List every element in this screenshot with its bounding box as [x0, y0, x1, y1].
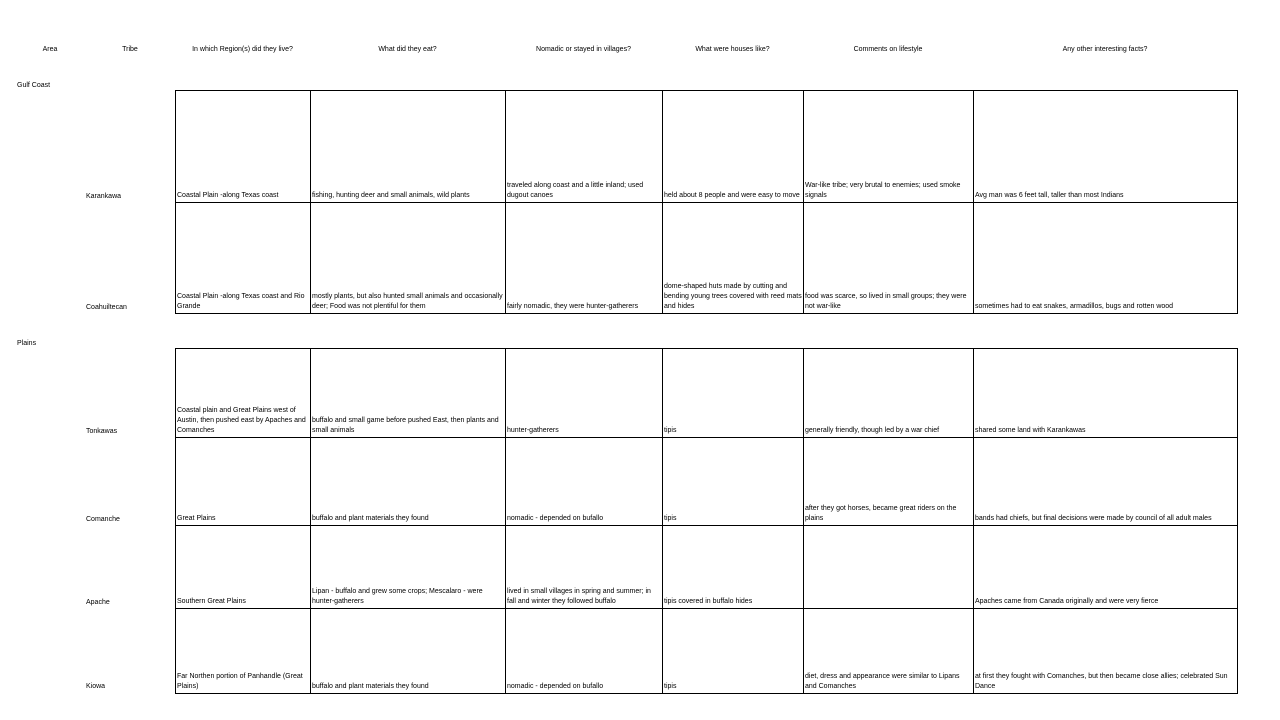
- cell-houses: tipis covered in buffalo hides: [663, 526, 804, 609]
- table-row: [176, 526, 1238, 609]
- cell-food: Lipan - buffalo and grew some crops; Mescalaro - were hunter-gatherers: [311, 526, 506, 609]
- cell-food: mostly plants, but also hunted small animals and occasionally deer; Food was not plentiful for them: [311, 203, 506, 314]
- cell-lifestyle: War-like tribe; very brutal to enemies; used smoke signals: [804, 91, 974, 203]
- cell-region: Coastal Plain -along Texas coast: [176, 91, 311, 203]
- cell-facts: Avg man was 6 feet tall, taller than most Indians: [974, 91, 1238, 203]
- area-label-plains: Plains: [17, 340, 37, 347]
- table-row: [176, 438, 1238, 526]
- cell-lifestyle: after they got horses, became great riders on the plains: [804, 438, 974, 526]
- area-label-gulf-coast: Gulf Coast: [17, 82, 51, 89]
- cell-nomadic: lived in small villages in spring and summer; in fall and winter they followed buffalo: [506, 526, 663, 609]
- tribe-name-coahuiltecan: Coahuiltecan: [86, 304, 127, 311]
- cell-lifestyle: food was scarce, so lived in small groups; they were not war-like: [804, 203, 974, 314]
- cell-facts: at first they fought with Comanches, but then became close allies; celebrated Sun Dance: [974, 609, 1238, 694]
- cell-food: buffalo and plant materials they found: [311, 438, 506, 526]
- header-facts: Any other interesting facts?: [1062, 46, 1148, 53]
- table-row: [176, 349, 1238, 438]
- cell-food: buffalo and small game before pushed East, then plants and small animals: [311, 349, 506, 438]
- header-food: What did they eat?: [378, 46, 437, 53]
- cell-houses: tipis: [663, 438, 804, 526]
- cell-region: Far Northen portion of Panhandle (Great Plains): [176, 609, 311, 694]
- header-region: In which Region(s) did they live?: [192, 46, 293, 53]
- cell-facts: bands had chiefs, but final decisions were made by council of all adult males: [974, 438, 1238, 526]
- cell-nomadic: nomadic - depended on bufallo: [506, 438, 663, 526]
- tribe-name-karankawa: Karankawa: [86, 193, 122, 200]
- cell-nomadic: nomadic - depended on bufallo: [506, 609, 663, 694]
- cell-houses: dome-shaped huts made by cutting and bending young trees covered with reed mats and hides: [663, 203, 804, 314]
- cell-facts: sometimes had to eat snakes, armadillos, bugs and rotten wood: [974, 203, 1238, 314]
- table-row: [176, 91, 1238, 203]
- table-row: [176, 203, 1238, 314]
- cell-houses: held about 8 people and were easy to move: [663, 91, 804, 203]
- cell-lifestyle: generally friendly, though led by a war chief: [804, 349, 974, 438]
- cell-nomadic: hunter-gatherers: [506, 349, 663, 438]
- table-row: [176, 609, 1238, 694]
- cell-nomadic: traveled along coast and a little inland; used dugout canoes: [506, 91, 663, 203]
- tribe-name-apache: Apache: [86, 599, 110, 606]
- plains-table: [175, 348, 1238, 694]
- cell-lifestyle: [804, 526, 974, 609]
- cell-houses: tipis: [663, 609, 804, 694]
- cell-region: Southern Great Plains: [176, 526, 311, 609]
- cell-region: Great Plains: [176, 438, 311, 526]
- cell-nomadic: fairly nomadic, they were hunter-gatherers: [506, 203, 663, 314]
- cell-lifestyle: diet, dress and appearance were similar to Lipans and Comanches: [804, 609, 974, 694]
- cell-facts: Apaches came from Canada originally and were very fierce: [974, 526, 1238, 609]
- header-lifestyle: Comments on lifestyle: [853, 46, 923, 53]
- header-area: Area: [42, 46, 58, 53]
- header-houses: What were houses like?: [695, 46, 770, 53]
- cell-houses: tipis: [663, 349, 804, 438]
- gulf-coast-table: [175, 90, 1238, 314]
- tribe-name-kiowa: Kiowa: [86, 683, 106, 690]
- tribe-name-tonkawas: Tonkawas: [86, 428, 118, 435]
- cell-food: fishing, hunting deer and small animals, wild plants: [311, 91, 506, 203]
- cell-region: Coastal Plain -along Texas coast and Rio Grande: [176, 203, 311, 314]
- tribe-name-comanche: Comanche: [86, 516, 120, 523]
- cell-food: buffalo and plant materials they found: [311, 609, 506, 694]
- header-tribe: Tribe: [122, 46, 138, 53]
- header-nomadic: Nomadic or stayed in villages?: [536, 46, 631, 53]
- cell-region: Coastal plain and Great Plains west of Austin, then pushed east by Apaches and Comanches: [176, 349, 311, 438]
- cell-facts: shared some land with Karankawas: [974, 349, 1238, 438]
